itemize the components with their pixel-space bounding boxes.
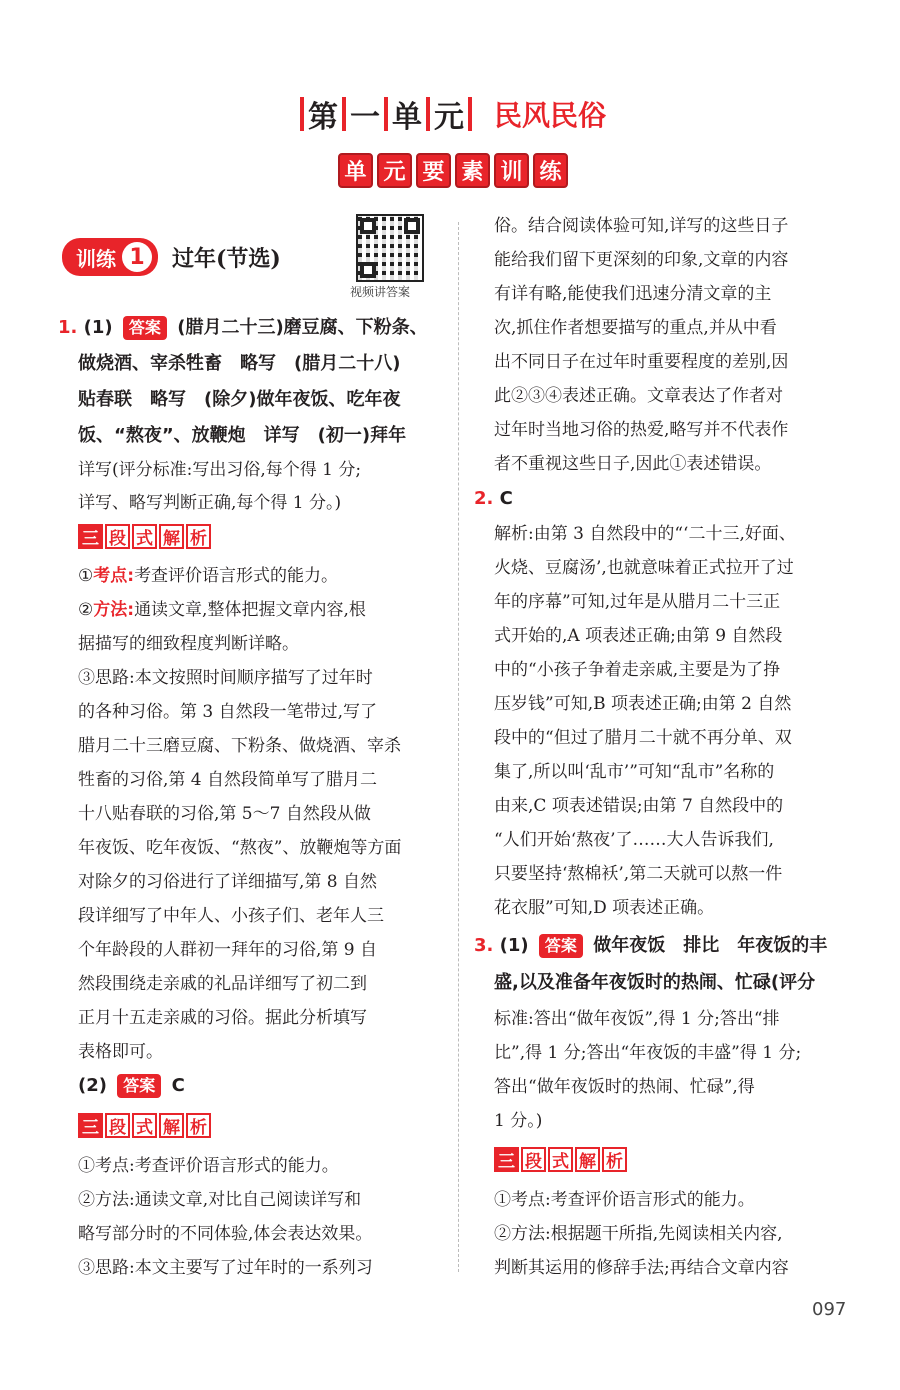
q1-first-line [58, 315, 428, 341]
subtitle-char: 训 [494, 153, 529, 188]
answer-badge: 答案 [123, 316, 167, 340]
analysis-char: 解 [575, 1147, 600, 1172]
unit-char: 元 [434, 100, 464, 135]
unit-char: 一 [350, 100, 380, 135]
text-line: 俗。结合阅读体验可知,详写的这些日子 [494, 216, 789, 236]
analysis-line: ①考点:考查评价语言形式的能力。 [494, 1190, 755, 1210]
analysis-line: ②方法:通读文章,对比自己阅读详写和 [78, 1190, 362, 1210]
analysis-char: 三 [78, 1113, 103, 1138]
qr-caption: 视频讲答案 [350, 285, 411, 299]
q1b-sub: (2) [78, 1075, 107, 1096]
text-line: 出不同日子在过年时重要程度的差别,因 [494, 352, 789, 372]
analysis-line: ①考点:考查评价语言形式的能力。 [78, 1156, 339, 1176]
text-line: “人们开始‘熬夜’了……大人告诉我们, [494, 830, 774, 850]
analysis-line: ③思路:本文按照时间顺序描写了过年时 [78, 668, 373, 688]
unit-char: 单 [392, 100, 422, 135]
answer-line: 盛,以及准备年夜饭时的热闹、忙碌(评分 [494, 972, 816, 993]
unit-title [296, 92, 606, 136]
text-line: 压岁钱”可知,B 项表述正确;由第 2 自然 [494, 694, 792, 714]
analysis-line: 判断其运用的修辞手法;再结合文章内容 [494, 1258, 789, 1278]
text-line: 由来,C 项表述错误;由第 7 自然段中的 [494, 796, 784, 816]
page-number: 097 [812, 1299, 847, 1320]
analysis-char: 析 [186, 1113, 211, 1138]
analysis-badge [78, 524, 211, 549]
text-line: 有详有略,能使我们迅速分清文章的主 [494, 284, 772, 304]
unit-theme: 民风民俗 [494, 99, 607, 132]
analysis-line [78, 597, 366, 623]
subtitle-char: 单 [338, 153, 373, 188]
analysis-line: 据描写的细致程度判断详略。 [78, 634, 299, 654]
text-line: 只要坚持‘熬棉袄’,第二天就可以熬一件 [494, 864, 783, 884]
answer-line: 做年夜饭 排比 年夜饭的丰 [593, 935, 828, 956]
q1b-line [78, 1073, 185, 1099]
analysis-char: 式 [132, 1113, 157, 1138]
item-mark: ② [78, 600, 94, 620]
analysis-char: 析 [186, 524, 211, 549]
text-line: 次,抓住作者想要描写的重点,并从中看 [494, 318, 777, 338]
analysis-char: 解 [159, 1113, 184, 1138]
q2-number: 2. [474, 488, 494, 509]
item-label: 方法: [93, 600, 135, 620]
analysis-line: 个年龄段的人群初一拜年的习俗,第 9 自 [78, 940, 378, 960]
subtitle-char: 练 [533, 153, 568, 188]
answer-line: 贴春联 略写 (除夕)做年夜饭、吃年夜 [78, 389, 401, 410]
subtitle-char: 素 [455, 153, 490, 188]
q1b-answer: C [171, 1075, 185, 1096]
column-divider [458, 222, 459, 1272]
answer-line: 1 分。) [494, 1111, 543, 1131]
analysis-char: 段 [521, 1147, 546, 1172]
analysis-line [78, 563, 338, 589]
analysis-line: 表格即可。 [78, 1042, 163, 1062]
analysis-char: 析 [602, 1147, 627, 1172]
answer-line: 答出“做年夜饭时的热闹、忙碌”,得 [494, 1077, 755, 1097]
q1-sub: (1) [83, 317, 113, 338]
answer-line: 比”,得 1 分;答出“年夜饭的丰盛”得 1 分; [494, 1043, 802, 1063]
text-line: 式开始的,A 项表述正确;由第 9 自然段 [494, 626, 783, 646]
q3-number: 3. [474, 935, 494, 956]
text-line: 者不重视这些日子,因此①表述错误。 [494, 454, 772, 474]
subtitle-char: 元 [377, 153, 412, 188]
item-text: 通读文章,整体把握文章内容,根 [134, 600, 366, 620]
analysis-char: 三 [78, 524, 103, 549]
text-line: 火烧、豆腐汤’,也就意味着正式拉开了过 [494, 558, 794, 578]
text-line: 中的“小孩子争着走亲戚,主要是为了挣 [494, 660, 781, 680]
qr-code-icon[interactable] [356, 214, 424, 282]
answer-badge: 答案 [539, 934, 583, 958]
q2-line [474, 486, 513, 512]
text-line: 过年时当地习俗的热爱,略写并不代表作 [494, 420, 789, 440]
training-title: 过年(节选) [172, 245, 281, 272]
answer-line: 详写、略写判断正确,每个得 1 分。) [78, 493, 342, 513]
text-line: 此②③④表述正确。文章表达了作者对 [494, 386, 783, 406]
analysis-badge [494, 1147, 627, 1172]
answer-line: 饭、“熬夜”、放鞭炮 详写 (初一)拜年 [78, 425, 407, 446]
q2-answer: C [499, 488, 513, 509]
q3-sub: (1) [499, 935, 529, 956]
answer-badge: 答案 [117, 1074, 161, 1098]
analysis-line: 腊月二十三磨豆腐、下粉条、做烧酒、宰杀 [78, 736, 401, 756]
analysis-char: 式 [548, 1147, 573, 1172]
item-mark: ① [78, 566, 94, 586]
text-line: 集了,所以叫‘乱市’”可知“乱市”名称的 [494, 762, 775, 782]
analysis-line: ②方法:根据题干所指,先阅读相关内容, [494, 1224, 783, 1244]
q1-number: 1. [58, 317, 78, 338]
analysis-char: 三 [494, 1147, 519, 1172]
answer-line: 详写(评分标准:写出习俗,每个得 1 分; [78, 460, 362, 480]
analysis-char: 段 [105, 1113, 130, 1138]
subtitle-char: 要 [416, 153, 451, 188]
q3-first-line [474, 933, 827, 959]
unit-subtitle [338, 153, 568, 188]
text-line: 能给我们留下更深刻的印象,文章的内容 [494, 250, 789, 270]
answer-line: (腊月二十三)磨豆腐、下粉条、 [177, 317, 428, 338]
analysis-line: 略写部分时的不同体验,体会表达效果。 [78, 1224, 373, 1244]
answer-line: 做烧酒、宰杀牲畜 略写 (腊月二十八) [78, 353, 401, 374]
analysis-char: 解 [159, 524, 184, 549]
text-line: 段中的“但过了腊月二十就不再分单、双 [494, 728, 792, 748]
training-number: 1 [122, 242, 152, 272]
training-header [62, 238, 281, 276]
analysis-char: 式 [132, 524, 157, 549]
analysis-char: 段 [105, 524, 130, 549]
unit-char: 第 [308, 100, 338, 135]
analysis-line: 段详细写了中年人、小孩子们、老年人三 [78, 906, 384, 926]
analysis-line: 正月十五走亲戚的习俗。据此分析填写 [78, 1008, 367, 1028]
analysis-line: 对除夕的习俗进行了详细描写,第 8 自然 [78, 872, 378, 892]
analysis-line: 的各种习俗。第 3 自然段一笔带过,写了 [78, 702, 378, 722]
analysis-badge [78, 1113, 211, 1138]
analysis-line: 牲畜的习俗,第 4 自然段简单写了腊月二 [78, 770, 378, 790]
text-line: 花衣服”可知,D 项表述正确。 [494, 898, 715, 918]
analysis-line: 十八贴春联的习俗,第 5～7 自然段从做 [78, 804, 371, 824]
text-line: 解析:由第 3 自然段中的“‘二十三,好面、 [494, 524, 796, 544]
item-text: 考查评价语言形式的能力。 [134, 566, 339, 586]
analysis-line: ③思路:本文主要写了过年时的一系列习 [78, 1258, 373, 1278]
text-line: 年的序幕”可知,过年是从腊月二十三正 [494, 592, 781, 612]
training-badge [62, 238, 158, 276]
analysis-line: 然段围绕走亲戚的礼品详细写了初二到 [78, 974, 367, 994]
item-label: 考点: [93, 566, 135, 586]
answer-line: 标准:答出“做年夜饭”,得 1 分;答出“排 [494, 1009, 780, 1029]
analysis-line: 年夜饭、吃年夜饭、“熬夜”、放鞭炮等方面 [78, 838, 402, 858]
training-label: 训练 [76, 246, 116, 271]
